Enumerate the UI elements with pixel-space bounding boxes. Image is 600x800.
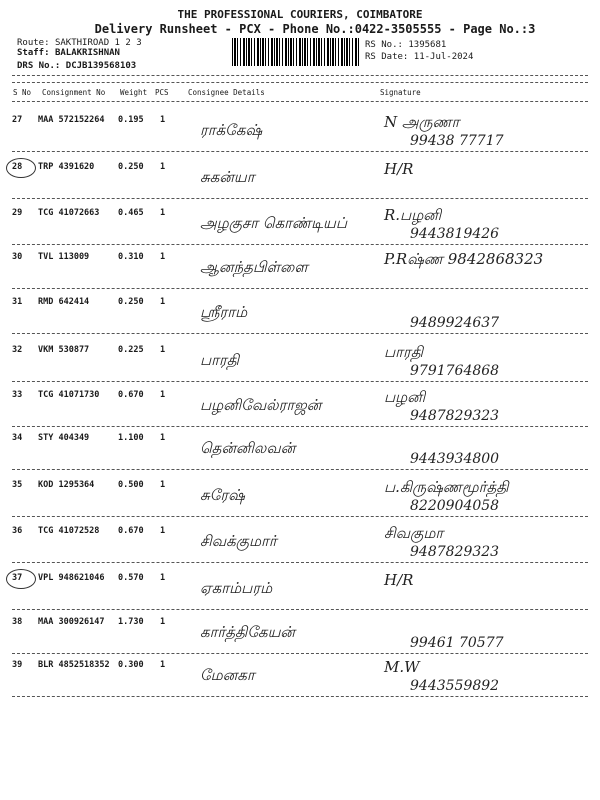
row-sno: 39 bbox=[12, 660, 23, 670]
row-consignment-no: BLR 4852518352 bbox=[38, 660, 110, 670]
row-signature-phone: 9489924637 bbox=[410, 315, 500, 331]
row-pcs: 1 bbox=[160, 252, 166, 262]
row-divider bbox=[12, 426, 588, 427]
row-sno: 34 bbox=[12, 433, 23, 443]
col-pcs-header: PCS bbox=[155, 88, 169, 97]
rs-no-line: RS No.: 1395681 bbox=[365, 40, 447, 50]
col-consignment-header: Consignment No bbox=[42, 88, 106, 97]
row-consignment-no: MAA 300926147 bbox=[38, 617, 105, 627]
row-consignee-handwriting: அழகுசா கொண்டியப் bbox=[200, 214, 348, 232]
row-weight: 0.670 bbox=[118, 526, 144, 536]
row-consignee-handwriting: ஏகாம்பரம் bbox=[200, 579, 273, 597]
row-sno: 36 bbox=[12, 526, 23, 536]
rs-date-value: 11-Jul-2024 bbox=[413, 52, 474, 62]
row-signature-phone: 9791764868 bbox=[410, 363, 500, 379]
staff-line: Staff: BALAKRISHNAN bbox=[17, 48, 120, 58]
divider bbox=[12, 82, 588, 83]
rs-date-line: RS Date: 11-Jul-2024 bbox=[365, 52, 474, 62]
row-pcs: 1 bbox=[160, 345, 166, 355]
row-divider bbox=[12, 381, 588, 382]
col-signature-header: Signature bbox=[380, 88, 421, 97]
row-sno: 29 bbox=[12, 208, 23, 218]
row-signature: N அருணா bbox=[384, 113, 460, 131]
row-consignee-handwriting: பாரதி bbox=[200, 351, 240, 369]
row-sno: 33 bbox=[12, 390, 23, 400]
route-value: SAKTHIROAD 1 2 3 bbox=[54, 38, 142, 48]
row-pcs: 1 bbox=[160, 433, 166, 443]
row-consignment-no: VKM 530877 bbox=[38, 345, 90, 355]
route-line: Route: SAKTHIROAD 1 2 3 bbox=[17, 38, 142, 48]
row-consignee-handwriting: சுகன்யா bbox=[200, 168, 255, 186]
row-divider bbox=[12, 696, 588, 697]
col-consignee-header: Consignee Details bbox=[188, 88, 265, 97]
row-sno: 31 bbox=[12, 297, 23, 307]
row-weight: 0.195 bbox=[118, 115, 144, 125]
row-signature-phone: 99461 70577 bbox=[410, 635, 504, 651]
row-divider bbox=[12, 288, 588, 289]
divider bbox=[12, 75, 588, 76]
row-consignment-no: VPL 948621046 bbox=[38, 573, 105, 583]
row-consignment-no: MAA 572152264 bbox=[38, 115, 105, 125]
row-divider bbox=[12, 562, 588, 563]
row-signature-phone: 9443934800 bbox=[410, 451, 500, 467]
col-sno-header: S No bbox=[13, 88, 32, 97]
staff-value: BALAKRISHNAN bbox=[54, 48, 120, 58]
row-signature-phone: 9487829323 bbox=[410, 544, 500, 560]
row-pcs: 1 bbox=[160, 617, 166, 627]
row-consignee-handwriting: மேனகா bbox=[200, 666, 255, 684]
row-pcs: 1 bbox=[160, 480, 166, 490]
row-divider bbox=[12, 609, 588, 610]
row-sno: 32 bbox=[12, 345, 23, 355]
row-consignee-handwriting: கார்த்திகேயன் bbox=[200, 623, 295, 641]
row-weight: 0.250 bbox=[118, 297, 144, 307]
barcode bbox=[232, 38, 360, 66]
row-weight: 0.250 bbox=[118, 162, 144, 172]
row-consignment-no: TCG 41071730 bbox=[38, 390, 100, 400]
row-weight: 0.500 bbox=[118, 480, 144, 490]
row-weight: 0.670 bbox=[118, 390, 144, 400]
row-pcs: 1 bbox=[160, 526, 166, 536]
row-mark-circle bbox=[6, 158, 36, 178]
row-pcs: 1 bbox=[160, 573, 166, 583]
row-consignment-no: RMD 642414 bbox=[38, 297, 90, 307]
row-pcs: 1 bbox=[160, 390, 166, 400]
row-signature: பழனி bbox=[384, 388, 426, 406]
row-weight: 0.310 bbox=[118, 252, 144, 262]
row-pcs: 1 bbox=[160, 660, 166, 670]
row-signature: R.பழனி bbox=[384, 206, 442, 224]
row-pcs: 1 bbox=[160, 208, 166, 218]
row-divider bbox=[12, 244, 588, 245]
row-signature: M.W bbox=[384, 658, 420, 676]
col-weight-header: Weight bbox=[120, 88, 148, 97]
row-divider bbox=[12, 516, 588, 517]
row-sno: 37 bbox=[12, 573, 23, 583]
row-pcs: 1 bbox=[160, 297, 166, 307]
drs-line: DRS No.: DCJB139568103 bbox=[17, 61, 137, 71]
row-consignment-no: TVL 113009 bbox=[38, 252, 90, 262]
row-signature-phone: 8220904058 bbox=[410, 498, 500, 514]
row-consignment-no: STY 404349 bbox=[38, 433, 90, 443]
row-consignee-handwriting: சிவக்குமார் bbox=[200, 532, 277, 550]
row-weight: 1.730 bbox=[118, 617, 144, 627]
row-signature: ப.கிருஷ்ணமூர்த்தி bbox=[384, 478, 509, 496]
row-signature: H/R bbox=[384, 571, 414, 589]
divider bbox=[12, 101, 588, 102]
row-weight: 0.225 bbox=[118, 345, 144, 355]
runsheet-title: Delivery Runsheet - PCX - Phone No.:0422-3505555 - Page No.:3 bbox=[94, 22, 536, 36]
row-divider bbox=[12, 653, 588, 654]
row-weight: 0.570 bbox=[118, 573, 144, 583]
row-sno: 35 bbox=[12, 480, 23, 490]
row-divider bbox=[12, 151, 588, 152]
row-consignee-handwriting: ஸ்ரீராம் bbox=[200, 303, 248, 321]
rs-no-value: 1395681 bbox=[408, 40, 447, 50]
row-consignee-handwriting: சுரேஷ் bbox=[200, 486, 245, 504]
row-sno: 38 bbox=[12, 617, 23, 627]
row-signature: H/R bbox=[384, 160, 414, 178]
row-consignee-handwriting: பழனிவேல்ராஜன் bbox=[200, 396, 322, 414]
row-consignee-handwriting: தென்னிலவன் bbox=[200, 439, 296, 457]
row-consignee-handwriting: ஆனந்தபிள்ளை bbox=[200, 258, 308, 276]
row-signature: சிவகுமா bbox=[384, 524, 444, 542]
row-signature: பாரதி bbox=[384, 343, 424, 361]
row-mark-circle bbox=[6, 569, 36, 589]
row-consignee-handwriting: ராக்கேஷ் bbox=[200, 121, 263, 139]
row-pcs: 1 bbox=[160, 115, 166, 125]
row-divider bbox=[12, 198, 588, 199]
row-signature-phone: 9487829323 bbox=[410, 408, 500, 424]
row-consignment-no: TCG 41072663 bbox=[38, 208, 100, 218]
row-consignment-no: TRP 4391620 bbox=[38, 162, 95, 172]
row-signature-phone: 99438 77717 bbox=[410, 133, 504, 149]
row-pcs: 1 bbox=[160, 162, 166, 172]
company-name: THE PROFESSIONAL COURIERS, COIMBATORE bbox=[177, 8, 423, 21]
row-weight: 0.465 bbox=[118, 208, 144, 218]
row-signature-phone: 9443559892 bbox=[410, 678, 500, 694]
row-sno: 30 bbox=[12, 252, 23, 262]
row-signature-phone: 9443819426 bbox=[410, 226, 500, 242]
row-sno: 28 bbox=[12, 162, 23, 172]
row-divider bbox=[12, 469, 588, 470]
row-consignment-no: KOD 1295364 bbox=[38, 480, 95, 490]
drs-value: DCJB139568103 bbox=[65, 61, 137, 71]
row-weight: 0.300 bbox=[118, 660, 144, 670]
row-divider bbox=[12, 333, 588, 334]
row-weight: 1.100 bbox=[118, 433, 144, 443]
row-sno: 27 bbox=[12, 115, 23, 125]
row-consignment-no: TCG 41072528 bbox=[38, 526, 100, 536]
row-signature: P.Rஷ்ண 9842868323 bbox=[384, 250, 544, 268]
